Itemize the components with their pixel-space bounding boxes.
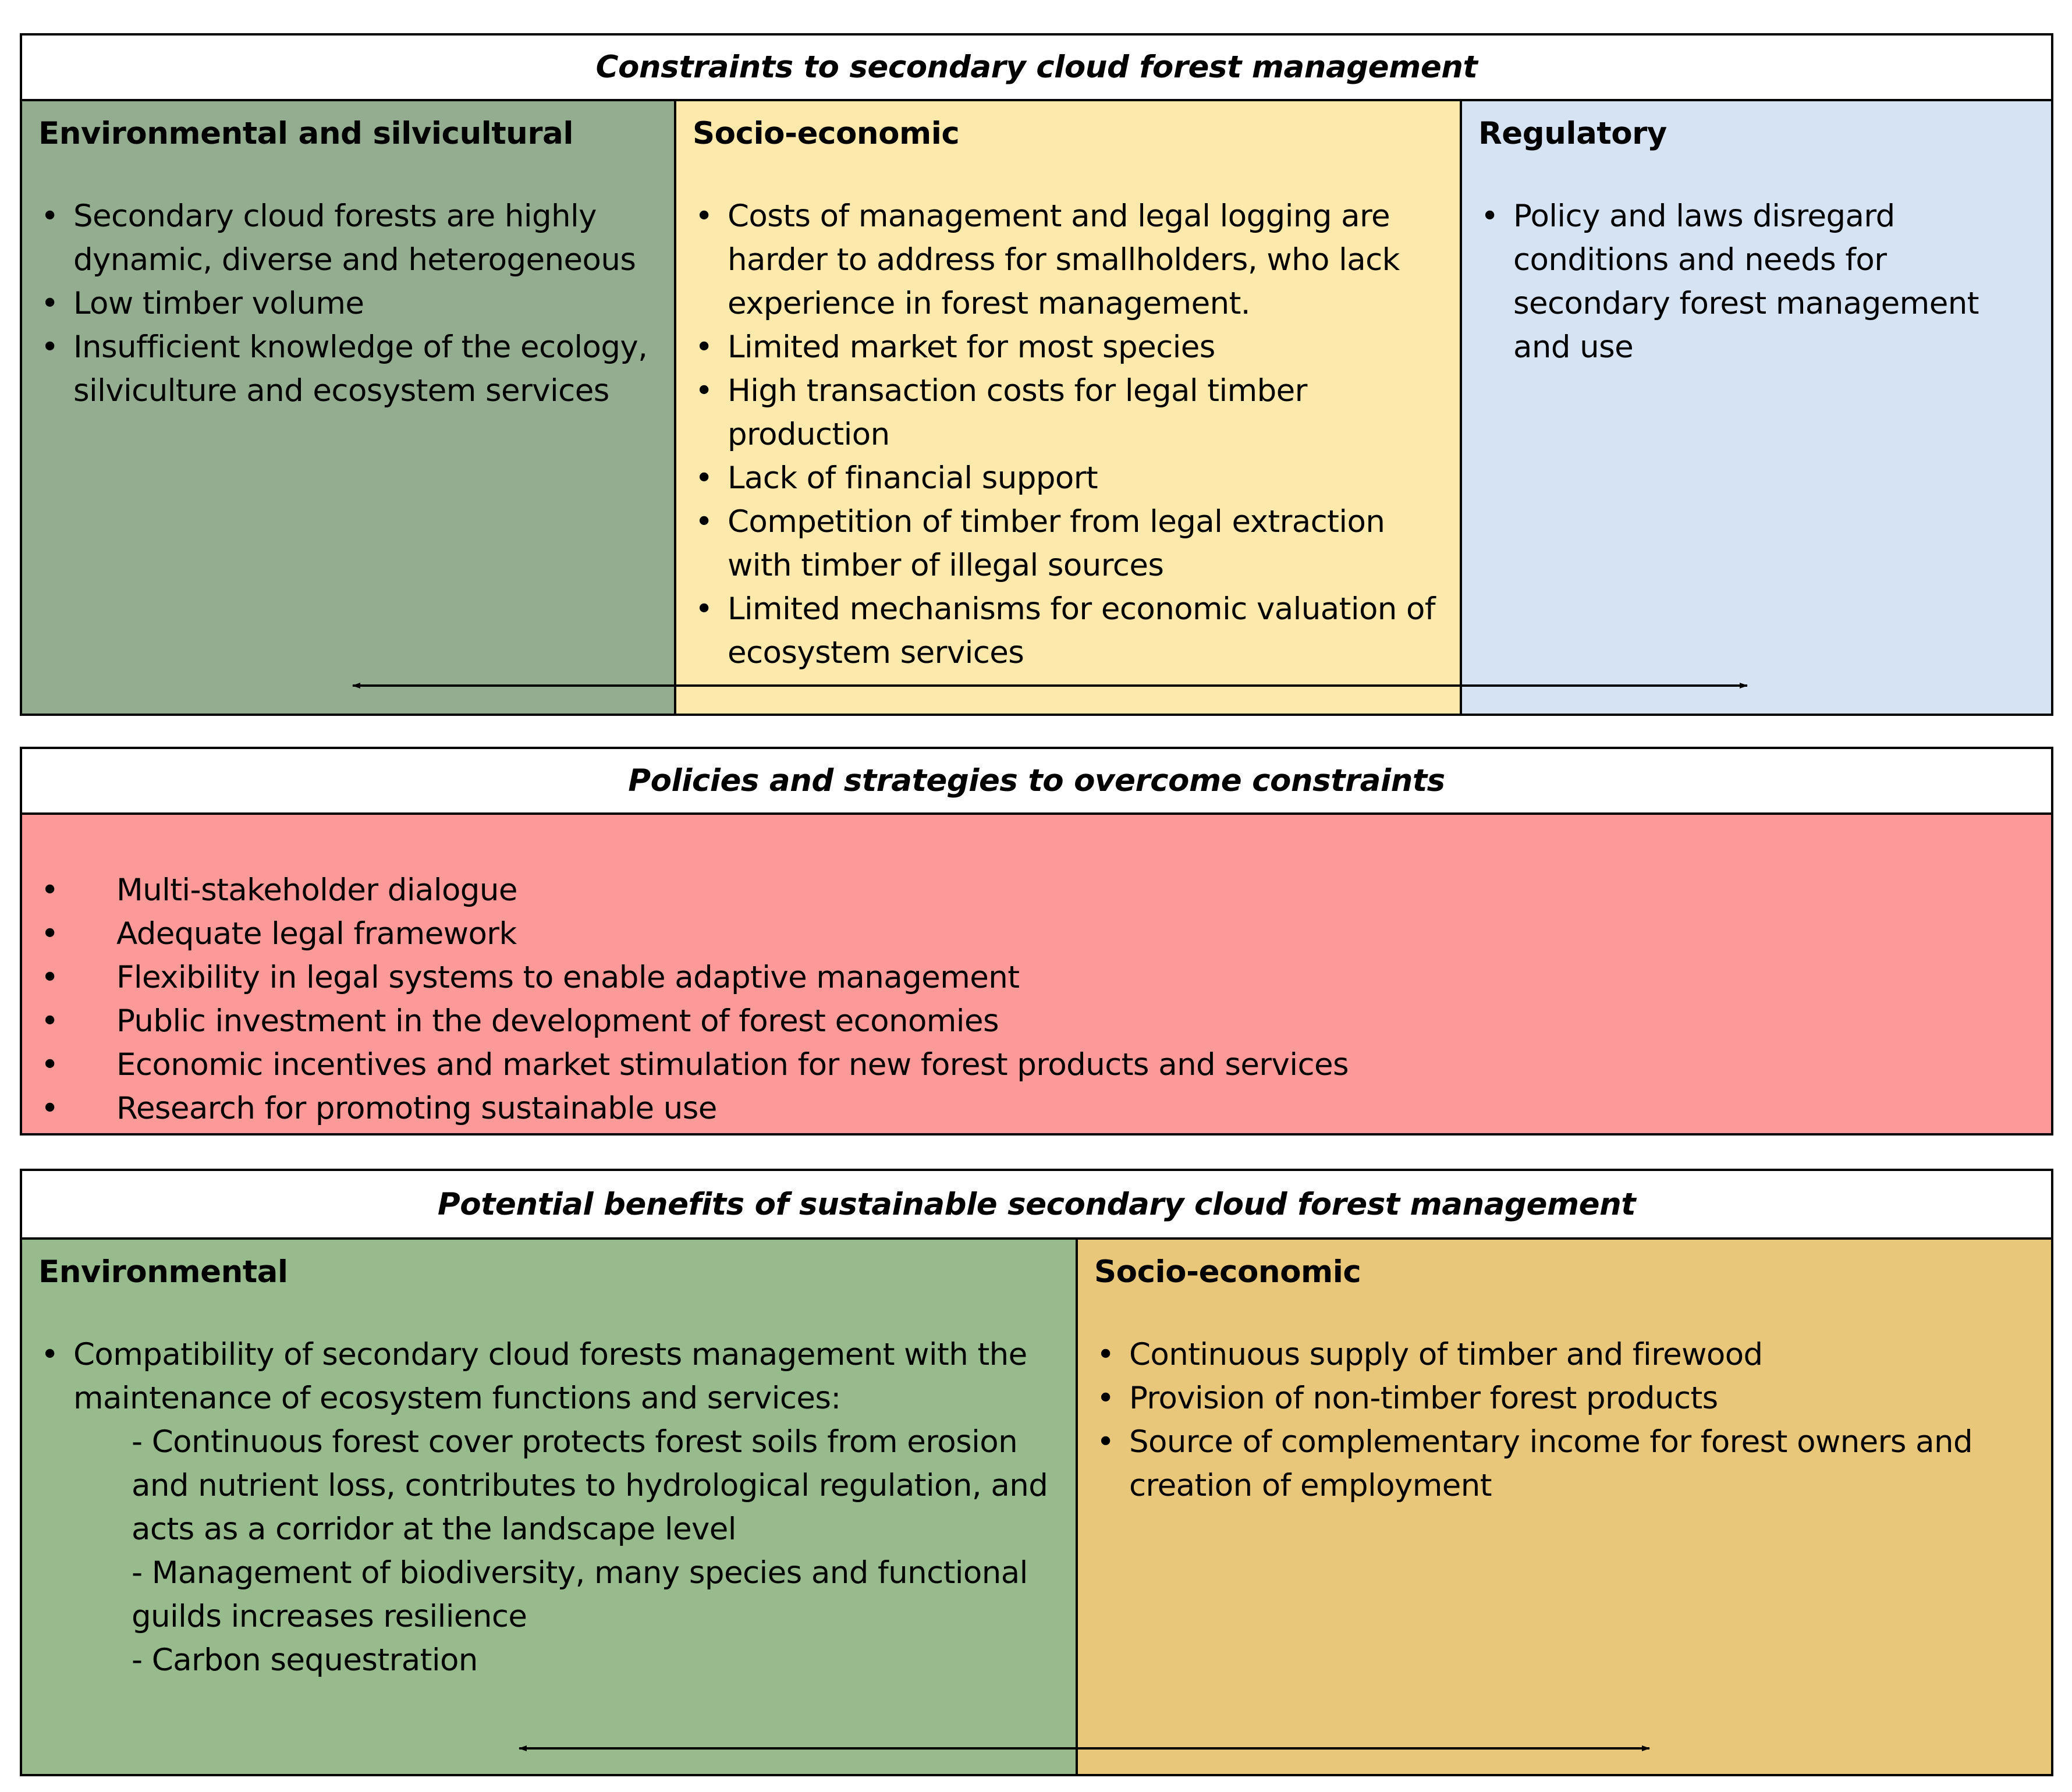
regulatory-heading: Regulatory [1478,116,1667,151]
double-headed-arrow-icon [22,1171,2051,1774]
benefits-title: Potential benefits of sustainable secondary cloud forest management [22,1171,2051,1240]
bullet-icon: • [695,198,713,234]
list-item: • Policy and laws disregard conditions and needs for secondary forest management and use [1478,194,2037,369]
environmental-subitem: - Management of biodiversity, many species and functional guilds increases resilience [132,1555,1028,1634]
bullet-icon: • [41,1047,59,1083]
bullet-icon: • [41,1003,59,1039]
bullet-icon: • [695,373,713,409]
bullet-icon: • [41,916,59,952]
list-item: • High transaction costs for legal timber production [693,369,1446,456]
list-item: • Source of complementary income for forest owners and creation of employment [1094,1420,2037,1507]
list-item: • Competition of timber from legal extraction with timber of illegal sources [693,500,1446,587]
policies-title: Policies and strategies to overcome constraints [22,749,2051,815]
bullet-icon: • [695,504,713,540]
list-item: • Limited market for most species [693,325,1446,369]
bullet-icon: • [695,460,713,496]
list-item: • Insufficient knowledge of the ecology, silviculture and ecosystem services [38,325,660,413]
list-item: • Multi-stakeholder dialogue [38,868,2037,912]
socio-economic-benefits-heading: Socio-economic [1094,1254,1361,1290]
bullet-icon: • [1097,1381,1115,1416]
list-item: • Limited mechanisms for economic valuation of ecosystem services [693,587,1446,675]
bullet-icon: • [695,329,713,365]
double-headed-arrow-icon [22,36,2051,714]
bullet-icon: • [1097,1337,1115,1372]
bullet-icon: • [695,591,713,627]
bullet-icon: • [1097,1424,1115,1460]
environmental-subitem: - Continuous forest cover protects forest soils from erosion and nutrient loss, contributes to hydrological regulation, and acts as a corridor at the landscape level [132,1424,1048,1547]
constraints-title: Constraints to secondary cloud forest management [22,36,2051,101]
list-item: • Compatibility of secondary cloud forests management with the maintenance of ecosystem functions and services: [38,1333,1062,1420]
policies-body [22,815,2051,1133]
list-item: • Provision of non-timber forest products [1094,1376,2037,1420]
bullet-icon: • [41,198,59,234]
list-item: • Lack of financial support [693,456,1446,500]
policies-panel [20,747,2053,1135]
policies-list [38,868,2037,1130]
list-item: • Costs of management and legal logging are harder to address for smallholders, who lack experience in forest management. [693,194,1446,325]
bullet-icon: • [41,1091,59,1126]
list-item: • Economic incentives and market stimulation for new forest products and services [38,1043,2037,1087]
socio-economic-constraints-heading: Socio-economic [693,116,960,151]
list-item: • Continuous supply of timber and firewood [1094,1333,2037,1376]
list-item: • Adequate legal framework [38,912,2037,956]
bullet-icon: • [41,960,59,995]
environmental-benefits-heading: Environmental [38,1254,288,1290]
list-item: • Secondary cloud forests are highly dynamic, diverse and heterogeneous [38,194,660,282]
bullet-icon: • [41,329,59,365]
benefits-panel [20,1169,2053,1776]
bullet-icon: • [41,1337,59,1372]
list-item: • Low timber volume [38,282,660,325]
list-item: • Flexibility in legal systems to enable adaptive management [38,956,2037,999]
bullet-icon: • [1481,198,1499,234]
environmental-subitem: - Carbon sequestration [132,1642,478,1678]
bullet-icon: • [41,286,59,321]
environmental-silvicultural-heading: Environmental and silvicultural [38,116,573,151]
list-item: • Research for promoting sustainable use [38,1087,2037,1130]
list-item: • Public investment in the development of forest economies [38,999,2037,1043]
constraints-panel [20,33,2053,716]
bullet-icon: • [41,872,59,908]
